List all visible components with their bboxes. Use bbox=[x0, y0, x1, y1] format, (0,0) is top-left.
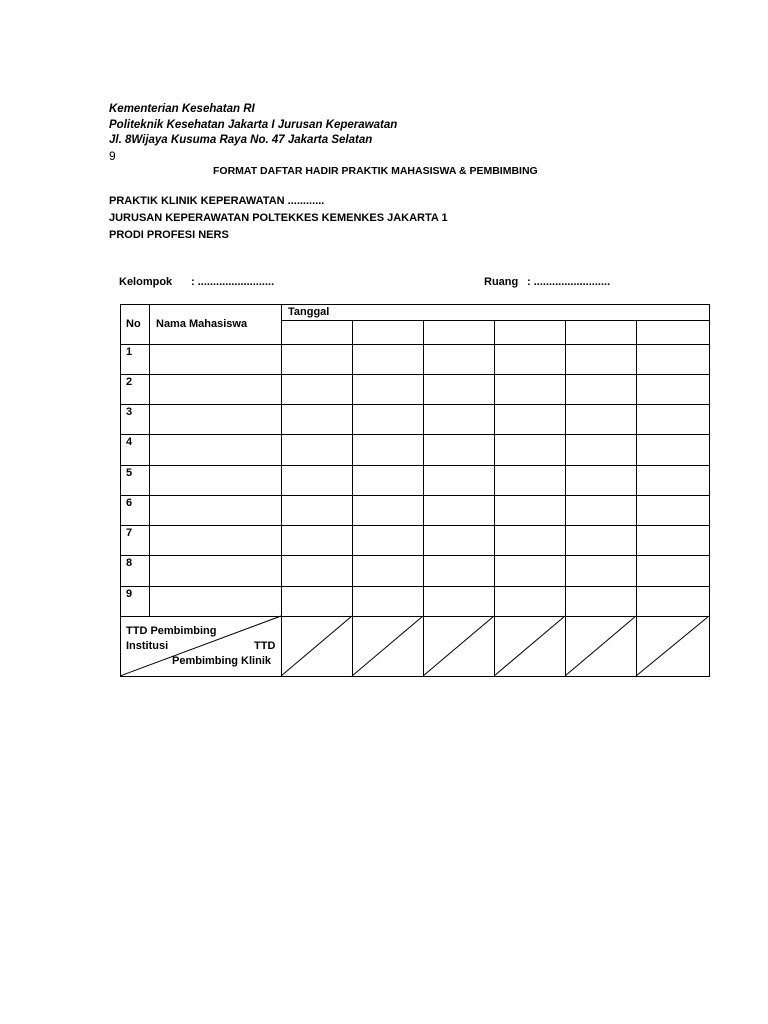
address: Jl. 8Wijaya Kusuma Raya No. 47 Jakarta Selatan bbox=[109, 134, 373, 146]
row-number: 7 bbox=[126, 527, 133, 539]
kelompok-value: : ......................... bbox=[191, 276, 275, 288]
ruang-label: Ruang bbox=[484, 276, 519, 288]
signature-cell-diagonal bbox=[281, 616, 352, 676]
kelompok-label: Kelompok bbox=[119, 276, 173, 288]
footer-ttd: TTD bbox=[254, 640, 276, 652]
row-number: 9 bbox=[126, 588, 133, 600]
document-title: FORMAT DAFTAR HADIR PRAKTIK MAHASISWA & PEMBIMBING bbox=[213, 165, 538, 177]
info-line-2: JURUSAN KEPERAWATAN POLTEKKES KEMENKES JAKARTA 1 bbox=[109, 212, 448, 224]
row-number: 5 bbox=[126, 467, 133, 479]
signature-cell-diagonal bbox=[352, 616, 423, 676]
signature-cell-diagonal bbox=[636, 616, 709, 676]
row-number: 8 bbox=[126, 557, 133, 569]
info-line-1: PRAKTIK KLINIK KEPERAWATAN ............ bbox=[109, 195, 325, 207]
page-number: 9 bbox=[109, 149, 116, 163]
footer-pembimbing-klinik: Pembimbing Klinik bbox=[172, 655, 272, 667]
col-header-name: Nama Mahasiswa bbox=[156, 318, 248, 330]
row-number: 2 bbox=[126, 376, 133, 388]
institution-name: Politeknik Kesehatan Jakarta I Jurusan Keperawatan bbox=[109, 119, 398, 131]
ruang-value: : ......................... bbox=[527, 276, 611, 288]
row-number: 4 bbox=[126, 436, 133, 448]
footer-institusi: Institusi bbox=[126, 640, 169, 652]
signature-diagonals bbox=[120, 304, 710, 677]
row-number: 1 bbox=[126, 346, 133, 358]
signature-cell-diagonal bbox=[494, 616, 565, 676]
row-number: 6 bbox=[126, 497, 133, 509]
col-header-no: No bbox=[126, 318, 141, 330]
ministry-name: Kementerian Kesehatan RI bbox=[109, 103, 255, 115]
col-header-date: Tanggal bbox=[288, 306, 330, 318]
signature-cell-diagonal bbox=[423, 616, 494, 676]
row-number: 3 bbox=[126, 406, 133, 418]
attendance-table bbox=[120, 304, 710, 677]
footer-ttd-pembimbing: TTD Pembimbing bbox=[126, 625, 217, 637]
info-line-3: PRODI PROFESI NERS bbox=[109, 229, 229, 241]
signature-cell-diagonal bbox=[565, 616, 636, 676]
